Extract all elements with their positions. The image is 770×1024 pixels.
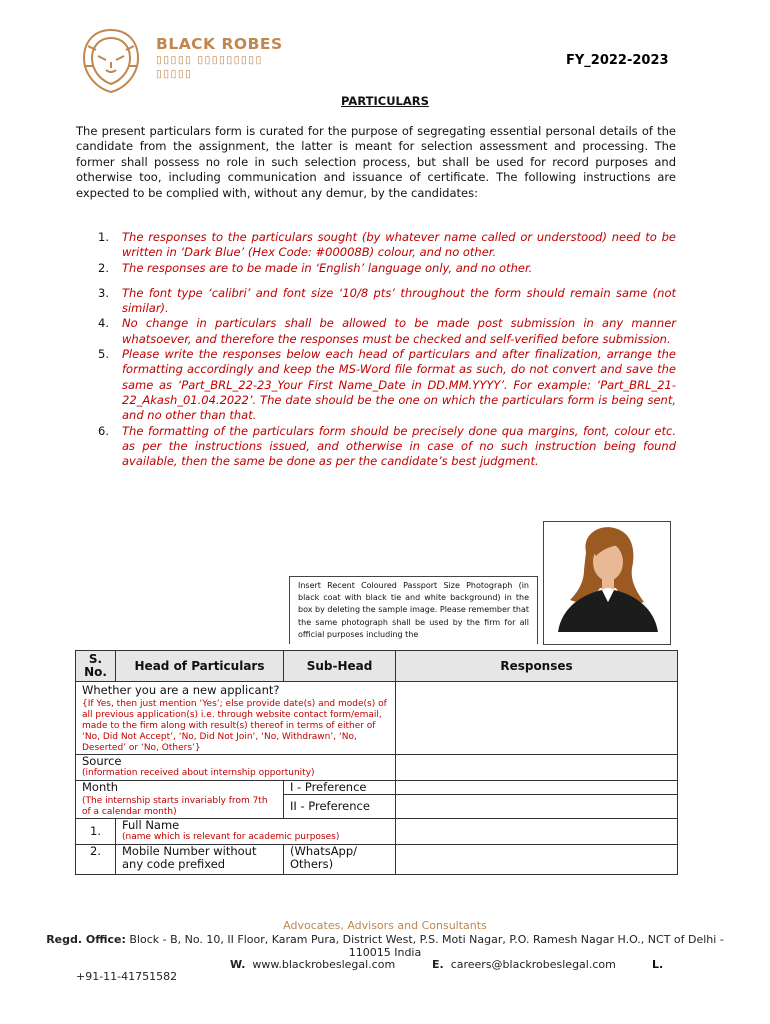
month-note: (The internship starts invariably from 7th of a calendar month) <box>82 796 268 817</box>
col-header-responses: Responses <box>396 651 678 682</box>
footer-address <box>40 933 730 959</box>
response-source[interactable] <box>396 755 678 781</box>
full-name-note: (name which is relevant for academic purposes) <box>122 832 340 842</box>
instruction-item: 1. The responses to the particulars sought (by whatever name called or understood) need to be written in ‘Dark Blue’ (Hex Code: #00008B) colour, and no other. <box>98 230 676 260</box>
office-label: Regd. Office: <box>46 933 126 946</box>
brand-subtitle: ▯▯▯▯▯ ▯▯▯▯▯▯▯▯▯ <box>156 54 263 66</box>
instruction-item: 2. The responses are to be made in ‘English’ language only, and no other. <box>98 260 533 275</box>
sample-portrait-icon <box>544 522 670 644</box>
table-row <box>76 845 678 875</box>
source-cell <box>76 755 396 781</box>
preference-2-label: II - Preference <box>284 795 396 819</box>
footer-website: W. www.blackrobeslegal.com <box>230 958 396 971</box>
response-full-name[interactable] <box>396 819 678 845</box>
brand-block <box>156 35 283 81</box>
page-title: PARTICULARS <box>341 94 429 108</box>
source-label: Source <box>82 754 122 768</box>
table-row <box>76 781 678 795</box>
footer-phone: +91-11-41751582 <box>76 970 178 983</box>
instruction-item: 5. Please write the responses below each head of particulars and after finalization, arrange the formatting accordingly and keep the MS-Word file format as such, do not convert and save the same as ‘Part_BRL_22-23_Your First Name_Date in DD.MM.YYYY’. For example: ‘Part_BRL_21-22_Akash_01.04.2022’. The date should be the one on which the particulars form is being sent, and no other than that. <box>98 347 676 423</box>
col-header-subhead: Sub-Head <box>284 651 396 682</box>
passport-photo-box[interactable] <box>543 521 671 645</box>
response-preference-1[interactable] <box>396 781 678 795</box>
particulars-table <box>75 650 678 875</box>
instruction-item: 4. No change in particulars shall be allowed to be made post submission in any manner whatsoever, and therefore the responses must be checked and self-verified before submission. <box>98 316 676 346</box>
table-header-row <box>76 651 678 682</box>
brand-name: BLACK ROBES <box>156 35 283 53</box>
footer-email: E. careers@blackrobeslegal.com <box>432 958 616 971</box>
applicant-label: Whether you are a new applicant? <box>82 683 280 697</box>
month-cell <box>76 781 284 819</box>
instruction-item: 6. The formatting of the particulars form should be precisely done qua margins, font, colour etc. as per the instructions issued, and otherwise in case of no such instruction being found available, then the same be done as per the candidate’s best judgment. <box>98 423 676 469</box>
col-header-sno: S. No. <box>76 651 116 682</box>
row-number: 2. <box>76 845 116 875</box>
response-mobile[interactable] <box>396 845 678 875</box>
full-name-cell <box>116 819 396 845</box>
website-link[interactable]: www.blackrobeslegal.com <box>252 958 396 971</box>
table-row <box>76 682 678 755</box>
fiscal-year: FY_2022-2023 <box>566 53 669 68</box>
brand-subtitle-2: ▯▯▯▯▯ <box>156 68 193 80</box>
response-applicant[interactable] <box>396 682 678 755</box>
instruction-list <box>76 230 676 469</box>
table-row <box>76 755 678 781</box>
applicant-question-cell <box>76 682 396 755</box>
source-note: (information received about internship opportunity) <box>82 768 315 778</box>
col-header-head: Head of Particulars <box>116 651 284 682</box>
table-row <box>76 819 678 845</box>
lion-logo-icon <box>76 26 146 96</box>
footer-tagline: Advocates, Advisors and Consultants <box>283 919 487 932</box>
row-number: 1. <box>76 819 116 845</box>
mobile-subhead: (WhatsApp/ Others) <box>284 845 396 875</box>
full-name-label: Full Name <box>122 818 180 832</box>
intro-paragraph: The present particulars form is curated for the purpose of segregating essential personal details of the candidate from the assignment, the latter is meant for selection assessment and processing. The former shall possess no role in such selection process, but shall be used for record purposes and otherwise too, including communication and issuance of certificate. The following instructions are expected to be complied with, without any demur, by the candidates: <box>76 124 676 200</box>
applicant-note: {If Yes, then just mention ‘Yes’; else provide date(s) and mode(s) of all previous application(s) i.e. through website contact form/email, made to the firm along with result(s) thereof in terms of either of ‘No, Did Not Accept’, ‘No, Did Not Join’, ‘No, Withdrawn’, ‘No, Deserted’ or ‘No, Others’} <box>82 699 387 753</box>
preference-1-label: I - Preference <box>284 781 396 795</box>
month-label: Month <box>82 780 119 794</box>
office-address: Block - B, No. 10, II Floor, Karam Pura, District West, P.S. Moti Nagar, P.O. Ramesh Nagar H.O., NCT of Delhi - 110015 India <box>129 933 724 959</box>
email-link[interactable]: careers@blackrobeslegal.com <box>450 958 616 971</box>
photo-instruction-note: Insert Recent Coloured Passport Size Photograph (in black coat with black tie and white background) in the box by deleting the sample image. Please remember that the same photograph shall be used by the firm for all official purposes including the <box>289 576 538 644</box>
phone-label: L. <box>652 958 664 971</box>
response-preference-2[interactable] <box>396 795 678 819</box>
instruction-item: 3. The font type ‘calibri’ and font size ‘10/8 pts’ throughout the form should remain same (not similar). <box>98 285 676 316</box>
mobile-label: Mobile Number without any code prefixed <box>116 845 284 875</box>
